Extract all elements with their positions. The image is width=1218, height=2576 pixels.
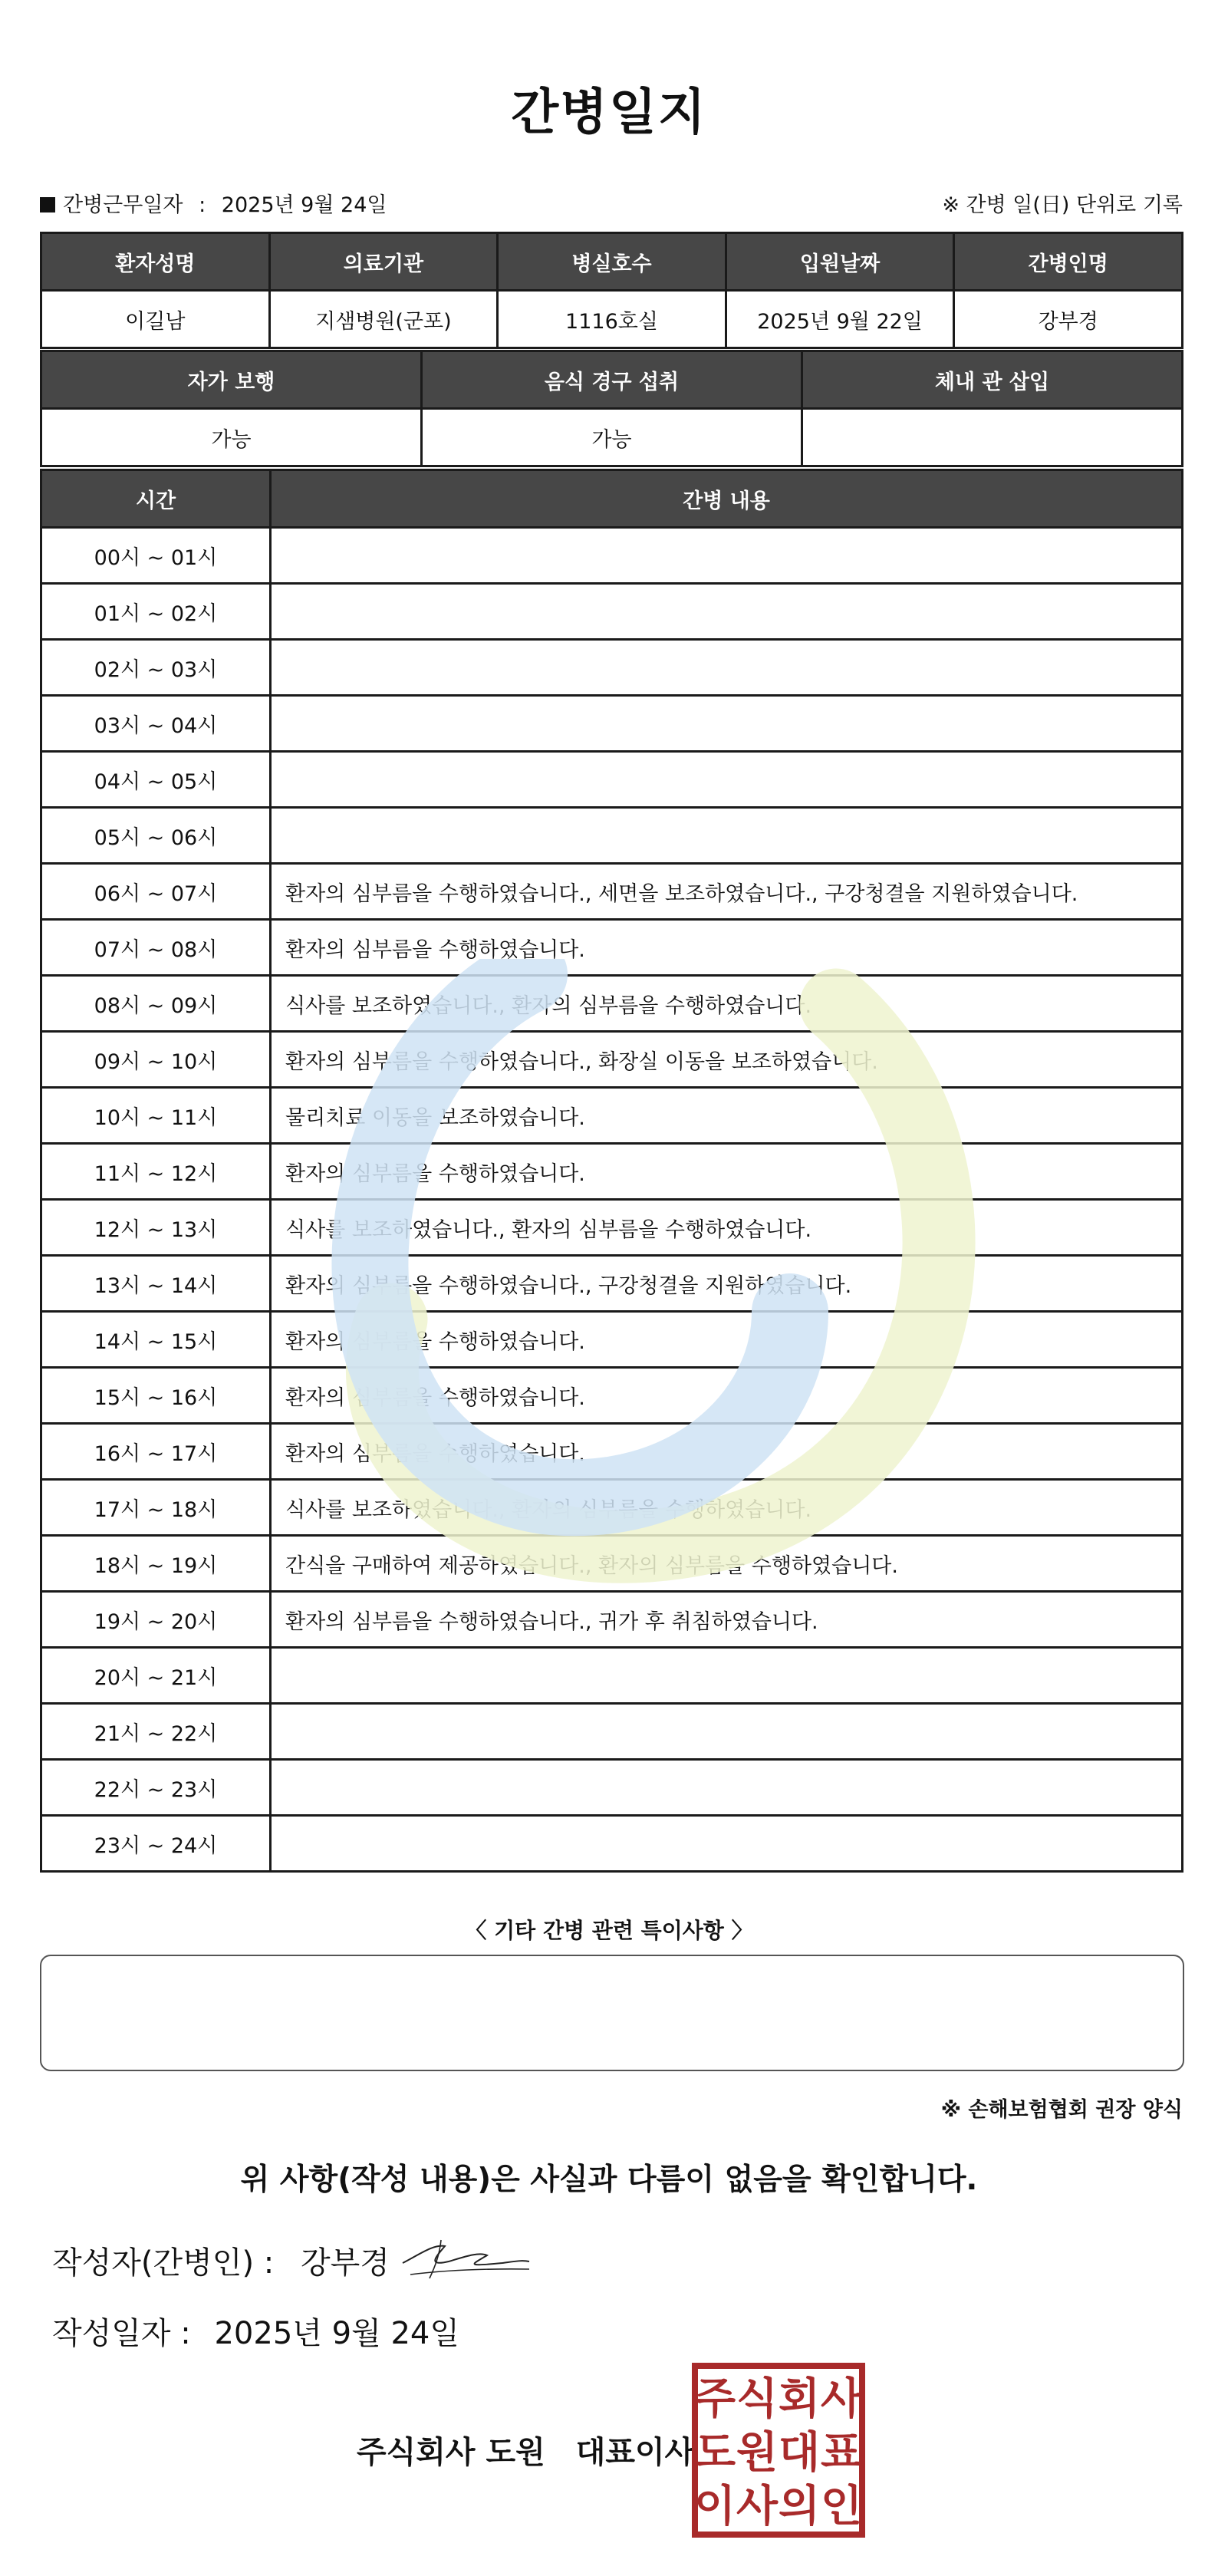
- log-row: [41, 976, 1183, 1032]
- oral-intake-value: 가능: [422, 409, 802, 466]
- log-row: [41, 1424, 1183, 1480]
- log-row: [41, 1816, 1183, 1872]
- caregiver-name: 강부경: [954, 291, 1183, 348]
- header-oral-intake: 음식 경구 섭취: [422, 351, 802, 409]
- company-representative: 대표이사: [575, 2435, 695, 2470]
- log-row: [41, 696, 1183, 752]
- log-row: [41, 864, 1183, 920]
- header-care-content: 간병 내용: [271, 470, 1183, 528]
- log-time: 13시 ~ 14시: [41, 1256, 271, 1312]
- seal-character: 주: [693, 2374, 736, 2424]
- seal-character: 인: [820, 2482, 863, 2532]
- hospital-name: 지샘병원(군포): [269, 291, 498, 348]
- log-content: 환자의 심부름을 수행하였습니다., 구강청결을 지원하였습니다.: [271, 1256, 1183, 1312]
- header-admission-date: 입원날짜: [726, 233, 954, 291]
- log-row: [41, 640, 1183, 696]
- log-content: 식사를 보조하였습니다., 환자의 심부름을 수행하였습니다.: [271, 976, 1183, 1032]
- log-time: 12시 ~ 13시: [41, 1200, 271, 1256]
- log-time: 08시 ~ 09시: [41, 976, 271, 1032]
- log-time: 09시 ~ 10시: [41, 1032, 271, 1088]
- log-content: [271, 1816, 1183, 1872]
- log-row: [41, 752, 1183, 808]
- patient-value-row: [41, 291, 1183, 348]
- patient-status-table: [40, 350, 1183, 467]
- log-time: 22시 ~ 23시: [41, 1760, 271, 1816]
- log-time: 05시 ~ 06시: [41, 808, 271, 864]
- log-content: 환자의 심부름을 수행하였습니다., 화장실 이동을 보조하였습니다.: [271, 1032, 1183, 1088]
- unit-note: ※ 간병 일(日) 단위로 기록: [942, 193, 1183, 217]
- author-name: 강부경: [300, 2245, 390, 2281]
- header-caregiver: 간병인명: [954, 233, 1183, 291]
- log-time: 16시 ~ 17시: [41, 1424, 271, 1480]
- log-time: 21시 ~ 22시: [41, 1704, 271, 1760]
- log-time: 20시 ~ 21시: [41, 1648, 271, 1704]
- log-time: 04시 ~ 05시: [41, 752, 271, 808]
- work-date-value: 2025년 9월 24일: [221, 193, 387, 217]
- header-self-walking: 자가 보행: [41, 351, 422, 409]
- log-body: [41, 528, 1183, 1872]
- log-row: [41, 1200, 1183, 1256]
- work-date-row: [40, 188, 1183, 219]
- log-content: [271, 752, 1183, 808]
- seal-character: 원: [736, 2428, 779, 2478]
- log-time: 14시 ~ 15시: [41, 1312, 271, 1368]
- log-row: [41, 1088, 1183, 1144]
- page-title: 간병일지: [511, 84, 707, 141]
- form-note: ※ 손해보험협회 권장 양식: [940, 2098, 1183, 2122]
- header-tube-insertion: 체내 관 삽입: [802, 351, 1183, 409]
- log-row: [41, 1032, 1183, 1088]
- log-content: 식사를 보조하였습니다., 환자의 심부름을 수행하였습니다.: [271, 1200, 1183, 1256]
- seal-character: 사: [736, 2482, 779, 2532]
- log-content: 물리치료 이동을 보조하였습니다.: [271, 1088, 1183, 1144]
- log-content: 환자의 심부름을 수행하였습니다.: [271, 1368, 1183, 1424]
- author-row: [52, 2238, 390, 2282]
- log-row: [41, 1256, 1183, 1312]
- log-row: [41, 1312, 1183, 1368]
- seal-character: 사: [820, 2374, 863, 2424]
- admission-date: 2025년 9월 22일: [726, 291, 954, 348]
- company-signoff: [357, 2428, 694, 2472]
- log-row: [41, 1760, 1183, 1816]
- work-date-label: 간병근무일자: [63, 193, 183, 217]
- log-time: 07시 ~ 08시: [41, 920, 271, 976]
- remarks-title: 〈 기타 간병 관련 특이사항 〉: [465, 1918, 753, 1943]
- log-content: 환자의 심부름을 수행하였습니다.: [271, 1424, 1183, 1480]
- log-content: 식사를 보조하였습니다., 환자의 심부름을 수행하였습니다.: [271, 1480, 1183, 1536]
- log-content: 환자의 심부름을 수행하였습니다.: [271, 1312, 1183, 1368]
- remarks-box: [40, 1955, 1184, 2071]
- log-time: 17시 ~ 18시: [41, 1480, 271, 1536]
- log-time: 02시 ~ 03시: [41, 640, 271, 696]
- work-date-separator: :: [199, 193, 206, 217]
- self-walking-value: 가능: [41, 409, 422, 466]
- log-content: [271, 528, 1183, 584]
- seal-character: 도: [693, 2428, 736, 2478]
- patient-header-row: [41, 233, 1183, 291]
- header-room: 병실호수: [498, 233, 726, 291]
- log-content: 환자의 심부름을 수행하였습니다.: [271, 1144, 1183, 1200]
- written-date-label: 작성일자 :: [52, 2316, 191, 2351]
- signature-image: [395, 2232, 533, 2286]
- log-content: 환자의 심부름을 수행하였습니다.: [271, 920, 1183, 976]
- log-row: [41, 1368, 1183, 1424]
- care-log-table: [40, 469, 1183, 1873]
- work-date: [40, 188, 387, 218]
- seal-character: 표: [820, 2428, 863, 2478]
- status-value-row: [41, 409, 1183, 466]
- log-time: 11시 ~ 12시: [41, 1144, 271, 1200]
- log-row: [41, 528, 1183, 584]
- seal-character: 의: [778, 2482, 821, 2532]
- log-time: 10시 ~ 11시: [41, 1088, 271, 1144]
- log-row: [41, 920, 1183, 976]
- tube-insertion-value: [802, 409, 1183, 466]
- patient-info-table: [40, 232, 1183, 349]
- patient-name: 이길남: [41, 291, 270, 348]
- log-content: [271, 696, 1183, 752]
- seal-character: 대: [778, 2428, 821, 2478]
- company-seal: [692, 2363, 865, 2538]
- confirmation-statement: 위 사항(작성 내용)은 사실과 다름이 없음을 확인합니다.: [240, 2163, 978, 2197]
- log-time: 03시 ~ 04시: [41, 696, 271, 752]
- log-time: 18시 ~ 19시: [41, 1536, 271, 1592]
- log-content: [271, 1648, 1183, 1704]
- written-date-row: [52, 2309, 459, 2353]
- log-row: [41, 1144, 1183, 1200]
- log-time: 23시 ~ 24시: [41, 1816, 271, 1872]
- log-time: 15시 ~ 16시: [41, 1368, 271, 1424]
- author-label: 작성자(간병인) :: [52, 2245, 275, 2281]
- header-patient-name: 환자성명: [41, 233, 270, 291]
- log-content: [271, 808, 1183, 864]
- log-content: 간식을 구매하여 제공하였습니다., 환자의 심부름을 수행하였습니다.: [271, 1536, 1183, 1592]
- log-row: [41, 584, 1183, 640]
- log-time: 19시 ~ 20시: [41, 1592, 271, 1648]
- room-number: 1116호실: [498, 291, 726, 348]
- log-row: [41, 1592, 1183, 1648]
- log-content: [271, 1704, 1183, 1760]
- log-row: [41, 1648, 1183, 1704]
- log-content: 환자의 심부름을 수행하였습니다., 귀가 후 취침하였습니다.: [271, 1592, 1183, 1648]
- log-content: [271, 584, 1183, 640]
- log-row: [41, 1480, 1183, 1536]
- log-content: [271, 1760, 1183, 1816]
- seal-character: 식: [736, 2374, 779, 2424]
- log-time: 01시 ~ 02시: [41, 584, 271, 640]
- log-header-row: [41, 470, 1183, 528]
- status-header-row: [41, 351, 1183, 409]
- header-time: 시간: [41, 470, 271, 528]
- log-time: 00시 ~ 01시: [41, 528, 271, 584]
- written-date-value: 2025년 9월 24일: [214, 2316, 459, 2351]
- log-row: [41, 1536, 1183, 1592]
- seal-character: 회: [778, 2374, 821, 2424]
- seal-character: 이: [693, 2482, 736, 2532]
- log-row: [41, 1704, 1183, 1760]
- log-content: 환자의 심부름을 수행하였습니다., 세면을 보조하였습니다., 구강청결을 지원하였습니다.: [271, 864, 1183, 920]
- log-time: 06시 ~ 07시: [41, 864, 271, 920]
- company-name: 주식회사 도원: [357, 2435, 545, 2470]
- log-row: [41, 808, 1183, 864]
- log-content: [271, 640, 1183, 696]
- header-hospital: 의료기관: [269, 233, 498, 291]
- square-bullet-icon: [40, 197, 55, 212]
